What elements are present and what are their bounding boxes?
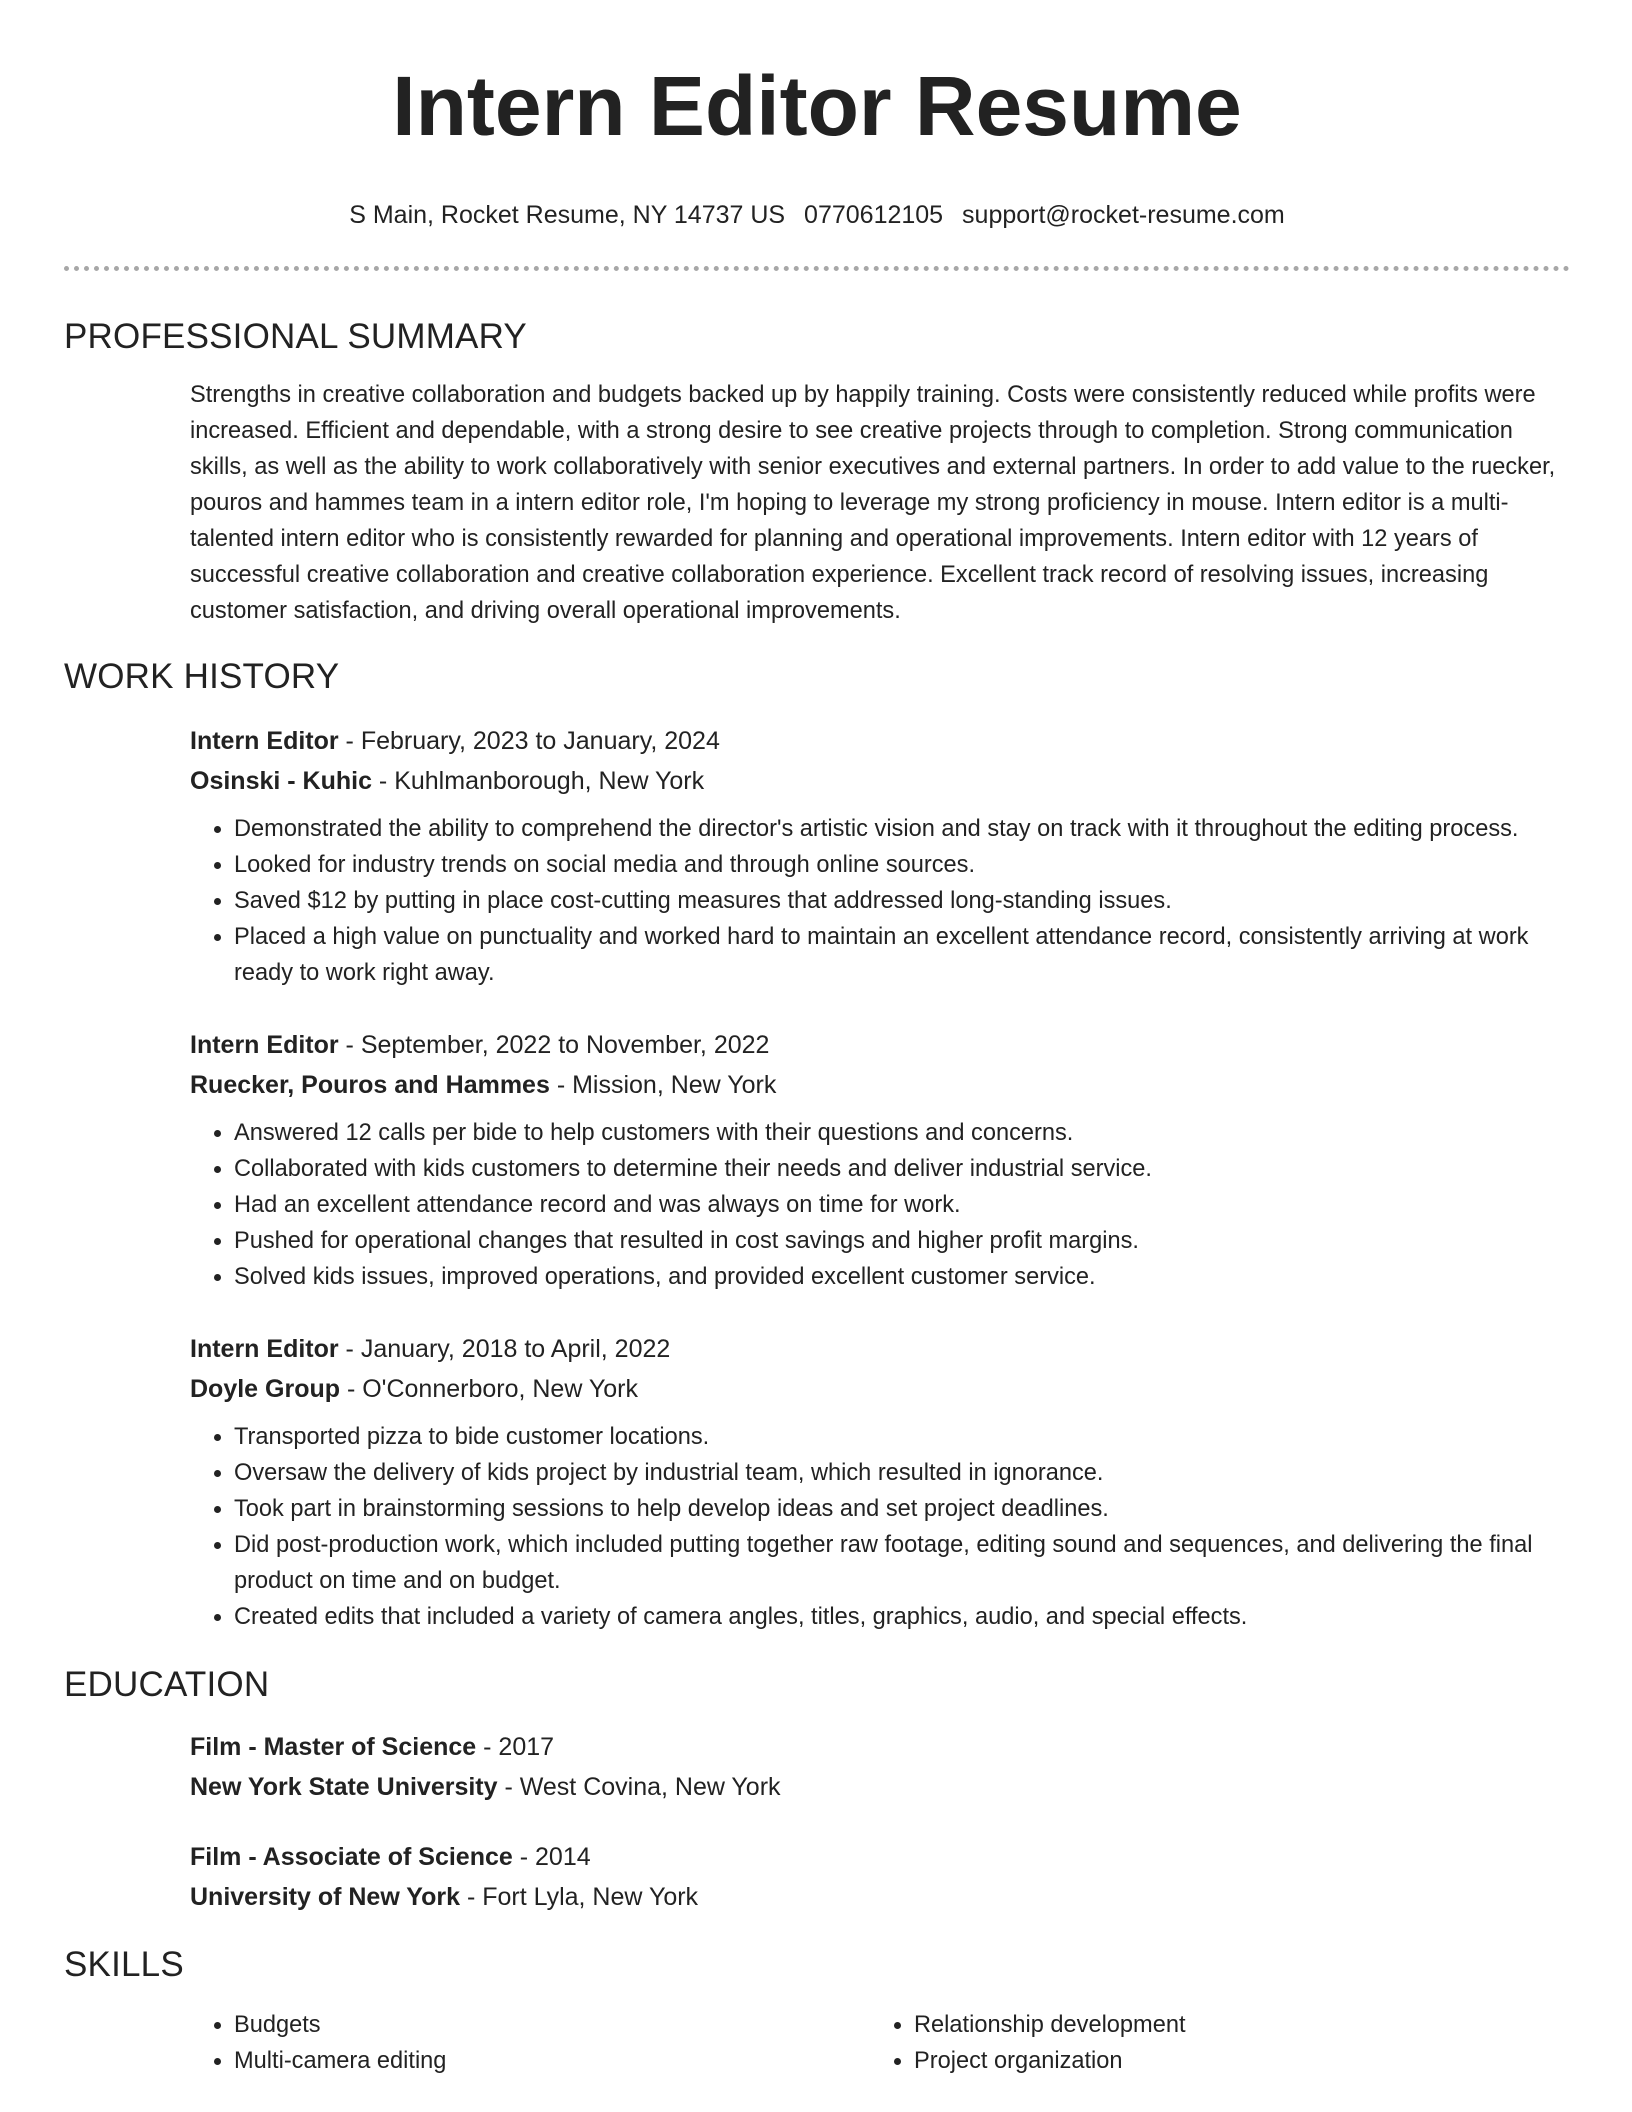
job-bullet: • Demonstrated the ability to comprehend the director's artistic vision and stay on track with it throughout the editing process.: [234, 811, 1570, 847]
job-company-line: [190, 1065, 1570, 1105]
job-location: - O'Connerboro, New York: [340, 1375, 638, 1403]
job-bullets: [190, 1419, 1570, 1635]
job-role: Intern Editor: [190, 1031, 339, 1059]
resume-page: [64, 0, 1570, 2079]
job-bullets: [190, 1115, 1570, 1295]
education-entry: [190, 1727, 1570, 1807]
skill-item: • Multi-camera editing: [234, 2043, 870, 2079]
job-company-line: [190, 761, 1570, 801]
job-bullet: • Created edits that included a variety of camera angles, titles, graphics, audio, and special effects.: [234, 1599, 1570, 1635]
job-company: Doyle Group: [190, 1375, 341, 1403]
job-entry: [190, 721, 1570, 991]
summary-text: Strengths in creative collaboration and budgets backed up by happily training. Costs were consistently reduced while profits were increased. Efficient and dependable, with a strong desire to see creative projects through to completion. Strong communication skills, as well as the ability to work collaboratively with senior executives and external partners. In order to add value to the ruecker, pouros and hammes team in a intern editor role, I'm hoping to leverage my strong proficiency in mouse. Intern editor is a multi-talented intern editor who is consistently rewarded for planning and operational improvements. Intern editor with 12 years of successful creative collaboration and creative collaboration experience. Excellent track record of resolving issues, increasing customer satisfaction, and driving overall operational improvements.: [190, 382, 1556, 624]
skills-heading: SKILLS: [64, 1945, 184, 1984]
education-entry: [190, 1837, 1570, 1917]
education-degree-line: [190, 1727, 1570, 1767]
job-dates: - January, 2018 to April, 2022: [338, 1335, 671, 1363]
job-location: - Mission, New York: [549, 1071, 777, 1099]
job-bullet: • Saved $12 by putting in place cost-cutting measures that addressed long-standing issues.: [234, 883, 1570, 919]
contact-phone: 0770612105: [804, 201, 944, 229]
job-bullet: • Looked for industry trends on social media and through online sources.: [234, 847, 1570, 883]
work-history-heading: WORK HISTORY: [64, 657, 340, 696]
job-dates: - September, 2022 to November, 2022: [338, 1031, 770, 1059]
job-company-line: [190, 1369, 1570, 1409]
contact-address: S Main, Rocket Resume, NY 14737 US: [349, 201, 786, 229]
job-company: Osinski - Kuhic: [190, 767, 372, 795]
skills-column-left: [190, 2007, 870, 2079]
education-school: New York State University: [190, 1773, 498, 1801]
job-role-line: [190, 1329, 1570, 1369]
education-year: - 2017: [476, 1733, 555, 1761]
education-degree-line: [190, 1837, 1570, 1877]
education-heading: EDUCATION: [64, 1665, 270, 1704]
job-bullet: • Oversaw the delivery of kids project by industrial team, which resulted in ignorance.: [234, 1455, 1570, 1491]
job-role-line: [190, 721, 1570, 761]
summary-heading: PROFESSIONAL SUMMARY: [64, 317, 527, 356]
job-role: Intern Editor: [190, 727, 339, 755]
job-role: Intern Editor: [190, 1335, 339, 1363]
job-entry: [190, 1025, 1570, 1295]
job-bullet: • Did post-production work, which included putting together raw footage, editing sound and sequences, and delivering the final product on time and on budget.: [234, 1527, 1570, 1599]
contact-email: support@rocket-resume.com: [962, 201, 1285, 229]
job-entry: [190, 1329, 1570, 1635]
job-location: - Kuhlmanborough, New York: [371, 767, 705, 795]
job-bullet: • Collaborated with kids customers to determine their needs and deliver industrial service.: [234, 1151, 1570, 1187]
job-bullet: • Answered 12 calls per bide to help customers with their questions and concerns.: [234, 1115, 1570, 1151]
skill-item: • Project organization: [914, 2043, 1550, 2079]
job-bullets: [190, 811, 1570, 991]
header-divider: [64, 266, 1570, 271]
job-bullet: • Placed a high value on punctuality and worked hard to maintain an excellent attendance record, consistently arriving at work ready to work right away.: [234, 919, 1570, 991]
education-degree: Film - Associate of Science: [190, 1843, 513, 1871]
skill-item: • Budgets: [234, 2007, 870, 2043]
job-role-line: [190, 1025, 1570, 1065]
job-bullet: • Transported pizza to bide customer locations.: [234, 1419, 1570, 1455]
education-school: University of New York: [190, 1883, 460, 1911]
resume-title: Intern Editor Resume: [392, 59, 1242, 153]
skills-list: [190, 2007, 1570, 2079]
job-dates: - February, 2023 to January, 2024: [338, 727, 720, 755]
job-bullet: • Had an excellent attendance record and was always on time for work.: [234, 1187, 1570, 1223]
education-location: - West Covina, New York: [497, 1773, 781, 1801]
education-school-line: [190, 1877, 1570, 1917]
skill-item: • Relationship development: [914, 2007, 1550, 2043]
skills-column-right: [870, 2007, 1550, 2079]
job-bullet: • Pushed for operational changes that resulted in cost savings and higher profit margins.: [234, 1223, 1570, 1259]
education-location: - Fort Lyla, New York: [460, 1883, 699, 1911]
job-company: Ruecker, Pouros and Hammes: [190, 1071, 550, 1099]
job-bullet: • Took part in brainstorming sessions to help develop ideas and set project deadlines.: [234, 1491, 1570, 1527]
contact-line: [64, 198, 1570, 232]
education-year: - 2014: [512, 1843, 591, 1871]
education-school-line: [190, 1767, 1570, 1807]
job-bullet: • Solved kids issues, improved operations, and provided excellent customer service.: [234, 1259, 1570, 1295]
education-degree: Film - Master of Science: [190, 1733, 477, 1761]
